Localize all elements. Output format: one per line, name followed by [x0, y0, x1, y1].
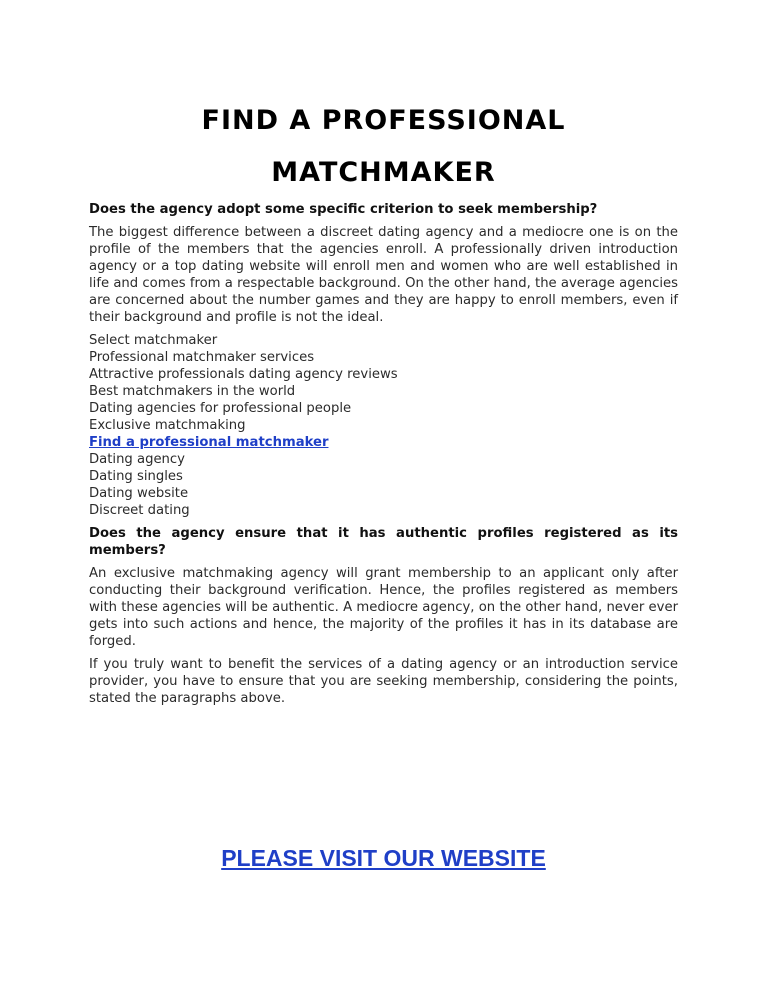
list-item-text: Dating singles [89, 469, 183, 484]
list-item [89, 434, 678, 451]
list-item [89, 349, 678, 366]
list-item [89, 502, 678, 519]
page-title-line-2: MATCHMAKER [271, 157, 496, 188]
list-item [89, 451, 678, 468]
list-item [89, 332, 678, 349]
list-item-text: Select matchmaker [89, 333, 218, 348]
list-item-text: Dating website [89, 486, 189, 501]
list-item-text: Dating agency [89, 452, 185, 467]
document-body [89, 201, 678, 713]
list-item-text: Discreet dating [89, 503, 190, 518]
list-item-text: Attractive professionals dating agency reviews [89, 367, 398, 382]
list-item-text: Exclusive matchmaking [89, 418, 246, 433]
paragraph-2: An exclusive matchmaking agency will grant membership to an applicant only after conducting their background verification. Hence, the profiles registered as members with these agencies will be authentic. A mediocre agency, on the other hand, never ever gets into such actions and hence, the majority of the profiles it has in its database are forged. [89, 566, 678, 649]
list-item-text: Professional matchmaker services [89, 350, 315, 365]
paragraph-1: The biggest difference between a discreet dating agency and a mediocre one is on the profile of the members that the agencies enroll. A professionally driven introduction agency or a top dating website will enroll men and women who are well established in life and comes from a respectable background. On the other hand, the average agencies are concerned about the number games and they are happy to enroll members, even if their background and profile is not the ideal. [89, 225, 678, 325]
page-title [89, 95, 678, 199]
list-item [89, 417, 678, 434]
list-item [89, 485, 678, 502]
page-title-line-1: FIND A PROFESSIONAL [201, 105, 566, 136]
visit-website-link[interactable]: PLEASE VISIT OUR WEBSITE [221, 845, 546, 871]
question-heading-1: Does the agency adopt some specific criterion to seek membership? [89, 202, 598, 217]
list-item [89, 366, 678, 383]
link-list [89, 332, 678, 519]
list-item [89, 468, 678, 485]
list-item [89, 400, 678, 417]
list-item-text: Best matchmakers in the world [89, 384, 296, 399]
paragraph-3: If you truly want to benefit the services of a dating agency or an introduction service provider, you have to ensure that you are seeking membership, considering the points, stated the paragraphs above. [89, 657, 678, 706]
find-professional-matchmaker-link[interactable]: Find a professional matchmaker [89, 435, 329, 450]
list-item [89, 383, 678, 400]
question-heading-2: Does the agency ensure that it has authentic profiles registered as its members? [89, 526, 678, 558]
list-item-text: Dating agencies for professional people [89, 401, 352, 416]
